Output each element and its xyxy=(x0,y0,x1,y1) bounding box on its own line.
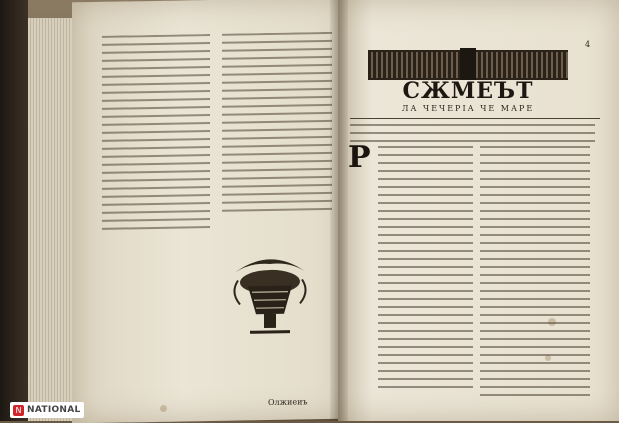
headpiece-ornament xyxy=(368,50,568,80)
brand-mark-icon: N xyxy=(13,405,24,416)
page-stain xyxy=(160,405,167,412)
right-page-number: 4 xyxy=(585,40,591,49)
chapter-title: СЖМЕЪТ xyxy=(402,78,534,104)
basket-ornament xyxy=(230,251,310,337)
left-column-1-text xyxy=(102,34,210,236)
left-footer-word: Олжиеиъ xyxy=(268,397,308,407)
chapter-subtitle: ЛА ЧЕЧЕРІА ЧЕ МАРЕ xyxy=(401,104,535,113)
page-stack-edge xyxy=(28,18,78,421)
drop-capital: Р xyxy=(348,140,371,175)
left-page xyxy=(72,0,347,423)
brand-name: NATIONAL xyxy=(27,405,81,415)
page-stain xyxy=(548,318,556,326)
right-column-1-text xyxy=(378,146,473,396)
book-cover-edge xyxy=(0,0,28,421)
watermark-logo xyxy=(10,402,84,418)
right-column-2-text xyxy=(480,146,590,406)
header-note-text xyxy=(350,124,595,146)
book-gutter xyxy=(330,0,348,421)
left-column-2-text xyxy=(222,32,332,224)
header-rule xyxy=(350,118,600,119)
page-stain xyxy=(545,355,551,361)
